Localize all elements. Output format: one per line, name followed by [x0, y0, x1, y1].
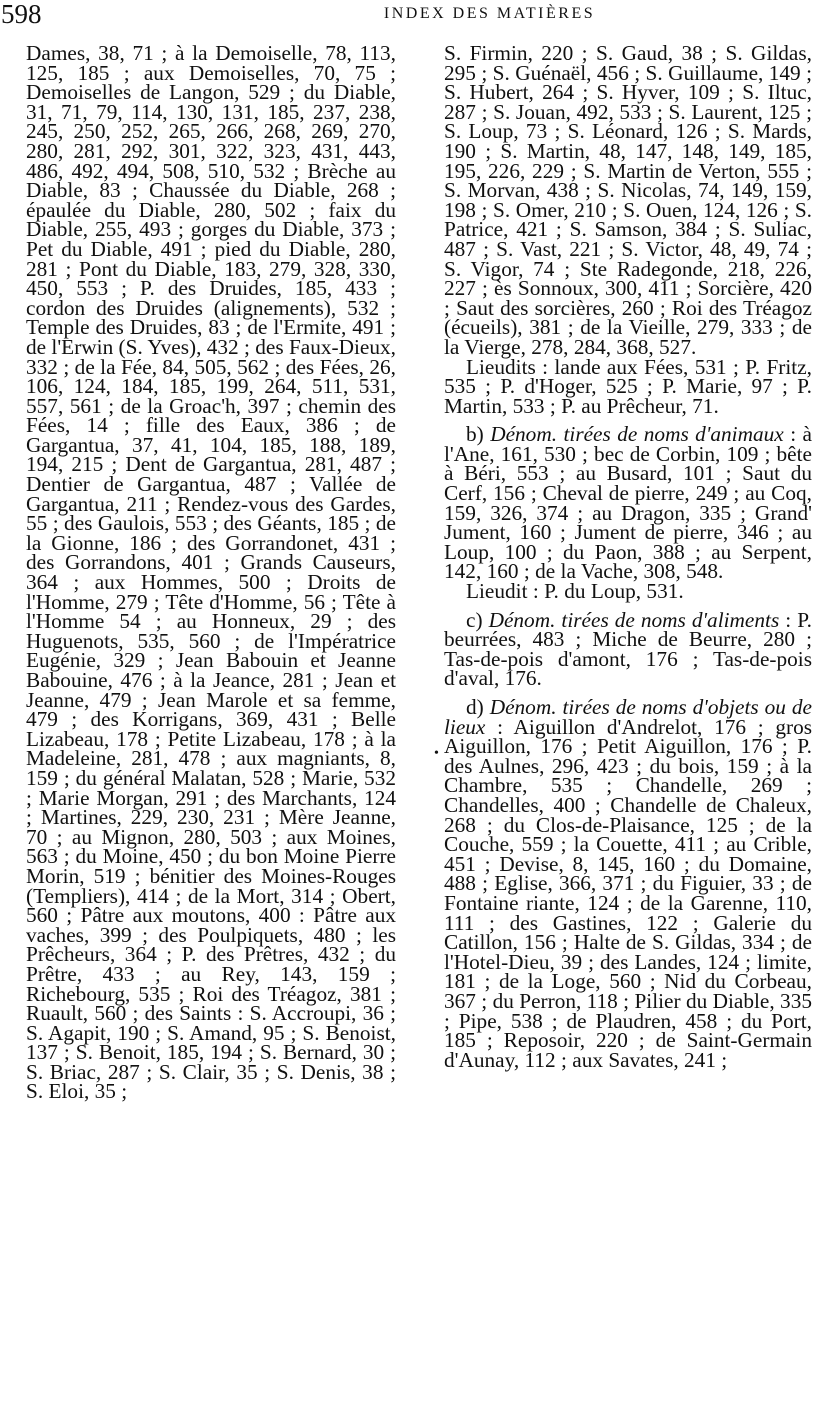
- stray-bullet-mark: •: [434, 746, 439, 761]
- index-entries-left: Dames, 38, 71 ; à la Demoiselle, 78, 113, 125, 185 ; aux Demoiselles, 70, 75 ; Demoiselles de Langon, 529 ; du Diable, 31, 71, 79, 114, 130, 131, 185, 237, 238, 245, 250, 252, 265, 266, 268, 269, 270, 280, 281, 292, 301, 322, 323, 431, 443, 486, 492, 494, 508, 510, 532 ; Brèche au Diable, 83 ; Chaussée du Diable, 268 ; épaulée du Diable, 280, 502 ; faix du Diable, 255, 493 ; gorges du Diable, 373 ; Pet du Diable, 491 ; pied du Diable, 280, 281 ; Pont du Diable, 183, 279, 328, 330, 450, 553 ; P. des Druides, 185, 433 ; cordon des Druides (alignements), 532 ; Temple des Druides, 83 ; de l'Ermite, 491 ; de l'Erwin (S. Yves), 432 ; des Faux-Dieux, 332 ; de la Fée, 84, 505, 562 ; des Fées, 26, 106, 124, 184, 185, 199, 264, 511, 531, 557, 561 ; de la Groac'h, 397 ; chemin des Fées, 14 ; fille des Eaux, 386 ; de Gargantua, 37, 41, 104, 185, 188, 189, 194, 215 ; Dent de Gargantua, 281, 487 ; Dentier de Gargantua, 487 ; Vallée de Gargantua, 211 ; Rendez-vous des Gardes, 55 ; des Gaulois, 553 ; des Géants, 185 ; de la Gionne, 186 ; des Gorrandonet, 431 ; des Gorrandons, 401 ; Grands Causeurs, 364 ; aux Hommes, 500 ; Droits de l'Homme, 279 ; Tête d'Homme, 56 ; Tête à l'Homme 54 ; au Honneux, 29 ; des Huguenots, 535, 560 ; de l'Impératrice Eugénie, 329 ; Jean Babouin et Jeanne Babouine, 476 ; à la Jeance, 281 ; Jean et Jeanne, 479 ; Jean Marole et sa femme, 479 ; des Korrigans, 369, 431 ; Belle Lizabeau, 178 ; Petite Lizabeau, 178 ; à la Madeleine, 281, 478 ; aux magniants, 8, 159 ; du général Malatan, 528 ; Marie, 532 ; Marie Morgan, 291 ; des Marchants, 124 ; Martines, 229, 230, 231 ; Mère Jeanne, 70 ; au Mignon, 280, 503 ; aux Moines, 563 ; du Moine, 450 ; du bon Moine Pierre Morin, 519 ; bénitier des Moines-Rouges (Templiers), 414 ; de la Mort, 314 ; Obert, 560 ; Pâtre aux moutons, 400 : Pâtre aux vaches, 399 ; des Poulpiquets, 480 ; les Prêcheurs, 364 ; P. des Prêtres, 432 ; du Prêtre, 433 ; au Rey, 143, 159 ; Richebourg, 535 ; Roi des Tréagoz, 381 ; Ruault, 560 ; des Saints : S. Accroupi, 36 ; S. Agapit, 190 ; S. Amand, 95 ; S. Benoist, 137 ; S. Benoit, 185, 194 ; S. Bernard, 30 ; S. Briac, 287 ; S. Clair, 35 ; S. Denis, 38 ; S. Eloi, 35 ;: [26, 41, 397, 1104]
- section-c-text: : P. beurrées, 483 ; Miche de Beurre, 280 ; Tas-de-pois d'amont, 176 ; Tas-de-pois d'aval, 176.: [444, 607, 813, 691]
- section-b-heading: Dénom. tirées de noms d'animaux: [490, 422, 784, 447]
- running-title: INDEX DES MATIÈRES: [383, 5, 596, 22]
- section-d-heading: Dénom. tirées de noms d'objets ou de lieux: [444, 695, 812, 739]
- section-b-lieudit: [444, 579, 812, 604]
- left-column: [26, 41, 397, 1104]
- section-c-label: c): [466, 607, 483, 632]
- section-d-text: : Aiguillon d'Andrelot, 176 ; gros Aiguillon, 176 ; Petit Aiguillon, 176 ; P. des Aulnes, 296, 423 ; du bois, 159 ; à la Chambre, 535 ; Chandelle, 269 ; Chandelles, 400 ; Chandelle de Chaleux, 268 ; du Clos-de-Plaisance, 125 ; de la Couche, 559 ; la Couette, 411 ; au Crible, 451 ; Devise, 8, 145, 160 ; du Domaine, 488 ; Eglise, 366, 371 ; du Figuier, 33 ; de Fontaine riante, 124 ; de la Garenne, 110, 111 ; des Gastines, 122 ; Galerie du Catillon, 156 ; Halte de S. Gildas, 334 ; de l'Hotel-Dieu, 39 ; des Landes, 124 ; limite, 181 ; de la Loge, 560 ; Nid du Corbeau, 367 ; du Perron, 118 ; Pilier du Diable, 335 ; Pipe, 538 ; de Plaudren, 458 ; du Port, 185 ; Reposoir, 220 ; de Saint-Germain d'Aunay, 112 ; aux Savates, 241 ;: [444, 714, 812, 1072]
- index-entries-continuation: S. Firmin, 220 ; S. Gaud, 38 ; S. Gildas, 295 ; S. Guénaël, 456 ; S. Guillaume, 149 ; S. Hubert, 264 ; S. Hyver, 109 ; S. Iltuc, 287 ; S. Jouan, 492, 533 ; S. Laurent, 125 ; S. Loup, 73 ; S. Léonard, 126 ; S. Mards, 190 ; S. Martin, 48, 147, 148, 149, 185, 195, 226, 229 ; S. Martin de Verton, 555 ; S. Morvan, 438 ; S. Nicolas, 74, 149, 159, 198 ; S. Omer, 210 ; S. Ouen, 124, 126 ; S. Patrice, 421 ; S. Samson, 384 ; S. Suliac, 487 ; S. Vast, 221 ; S. Victor, 48, 49, 74 ; S. Vigor, 74 ; Ste Radegonde, 218, 226, 227 ; ès Sonnoux, 300, 411 ; Sorcière, 420 ; Saut des sorcières, 260 ; Roi des Tréagoz (écueils), 381 ; de la Vieille, 279, 333 ; de la Vierge, 278, 284, 368, 527.: [444, 41, 812, 359]
- section-b: [444, 422, 812, 584]
- right-column: [434, 41, 813, 1072]
- section-d: [444, 695, 812, 1072]
- section-d-label: d): [466, 695, 484, 719]
- section-b-text: : à l'Ane, 161, 530 ; bec de Corbin, 109 ; bête à Béri, 553 ; au Busard, 101 ; Saut du Cerf, 156 ; Cheval de pierre, 249 ; au Coq, 159, 326, 374 ; au Dragon, 335 ; Grand' Jument, 160 ; Jument de pierre, 346 ; au Loup, 100 ; du Paon, 388 ; au Serpent, 142, 160 ; de la Vache, 308, 548.: [444, 422, 812, 584]
- section-b-label: b): [466, 422, 484, 447]
- section-c: [444, 607, 813, 691]
- lieudits-paragraph: Lieudits : lande aux Fées, 531 ; P. Fritz, 535 ; P. d'Hoger, 525 ; P. Marie, 97 ; P. Martin, 533 ; P. au Prêcheur, 71.: [444, 354, 812, 418]
- page-number: 598: [1, 0, 42, 29]
- section-c-heading: Dénom. tirées de noms d'aliments: [488, 607, 780, 632]
- section-b-lieudit-text: Lieudit : P. du Loup, 531.: [466, 579, 684, 604]
